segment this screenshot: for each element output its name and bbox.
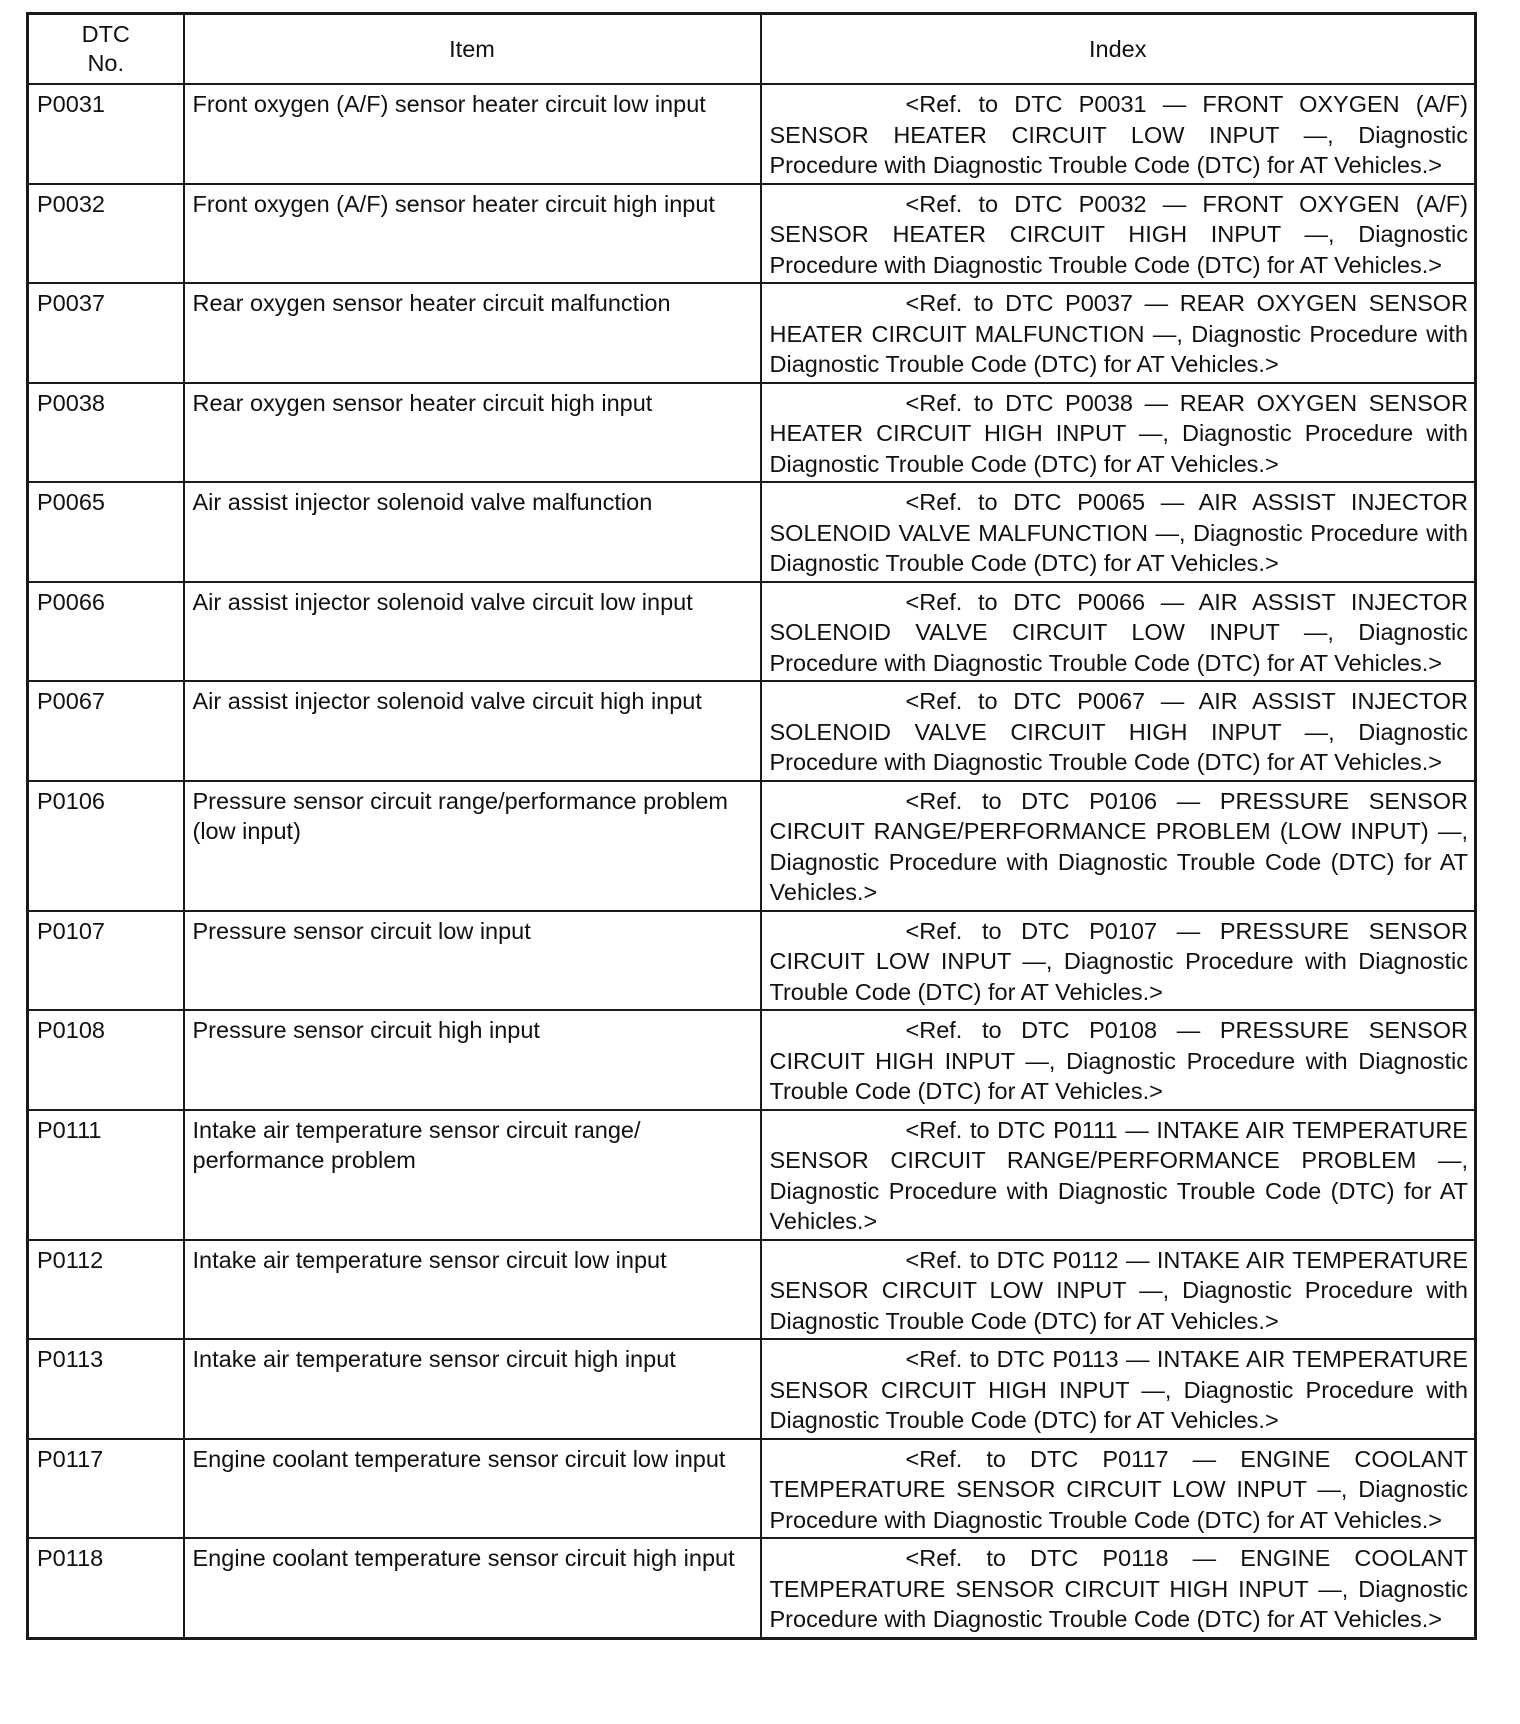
column-header-index: Index xyxy=(761,14,1476,85)
table-row xyxy=(28,911,1476,1011)
index-reference-cell: <Ref. to DTC P0037 — REAR OXYGEN SENSOR HEATER CIRCUIT MALFUNCTION —, Diagnostic Procedure with Diagnostic Trouble Code (DTC) for AT Vehicles.> xyxy=(761,283,1476,383)
dtc-code-cell: P0107 xyxy=(28,911,184,1011)
dtc-code-cell: P0067 xyxy=(28,681,184,781)
index-reference-cell: <Ref. to DTC P0108 — PRESSURE SENSOR CIRCUIT HIGH INPUT —, Diagnostic Procedure with Diagnostic Trouble Code (DTC) for AT Vehicles.> xyxy=(761,1010,1476,1110)
item-description-cell: Pressure sensor circuit high input xyxy=(184,1010,761,1110)
index-reference-cell: <Ref. to DTC P0111 — INTAKE AIR TEMPERATURE SENSOR CIRCUIT RANGE/PERFORMANCE PROBLEM —, Diagnostic Procedure with Diagnostic Trouble Code (DTC) for AT Vehicles.> xyxy=(761,1110,1476,1240)
column-header-dtc-line2: No. xyxy=(87,50,125,76)
table-row xyxy=(28,1538,1476,1638)
item-description-cell: Rear oxygen sensor heater circuit high input xyxy=(184,383,761,483)
index-reference-cell: <Ref. to DTC P0118 — ENGINE COOLANT TEMPERATURE SENSOR CIRCUIT HIGH INPUT —, Diagnostic Procedure with Diagnostic Trouble Code (DTC) for AT Vehicles.> xyxy=(761,1538,1476,1638)
item-description-cell: Front oxygen (A/F) sensor heater circuit high input xyxy=(184,184,761,284)
dtc-table xyxy=(26,12,1477,1640)
document-page xyxy=(26,12,1474,1640)
item-description-cell: Rear oxygen sensor heater circuit malfunction xyxy=(184,283,761,383)
table-row xyxy=(28,184,1476,284)
column-header-item: Item xyxy=(184,14,761,85)
item-description-cell: Air assist injector solenoid valve malfunction xyxy=(184,482,761,582)
table-row xyxy=(28,1439,1476,1539)
item-description-cell: Front oxygen (A/F) sensor heater circuit low input xyxy=(184,84,761,184)
dtc-code-cell: P0037 xyxy=(28,283,184,383)
table-body xyxy=(28,84,1476,1638)
index-reference-cell: <Ref. to DTC P0117 — ENGINE COOLANT TEMPERATURE SENSOR CIRCUIT LOW INPUT —, Diagnostic Procedure with Diagnostic Trouble Code (DTC) for AT Vehicles.> xyxy=(761,1439,1476,1539)
dtc-code-cell: P0038 xyxy=(28,383,184,483)
table-header-row xyxy=(28,14,1476,85)
index-reference-cell: <Ref. to DTC P0031 — FRONT OXYGEN (A/F) SENSOR HEATER CIRCUIT LOW INPUT —, Diagnostic Procedure with Diagnostic Trouble Code (DTC) for AT Vehicles.> xyxy=(761,84,1476,184)
table-row xyxy=(28,1339,1476,1439)
dtc-code-cell: P0113 xyxy=(28,1339,184,1439)
dtc-code-cell: P0032 xyxy=(28,184,184,284)
table-row xyxy=(28,1110,1476,1240)
dtc-code-cell: P0111 xyxy=(28,1110,184,1240)
dtc-code-cell: P0108 xyxy=(28,1010,184,1110)
index-reference-cell: <Ref. to DTC P0067 — AIR ASSIST INJECTOR SOLENOID VALVE CIRCUIT HIGH INPUT —, Diagnostic Procedure with Diagnostic Trouble Code (DTC) for AT Vehicles.> xyxy=(761,681,1476,781)
dtc-code-cell: P0066 xyxy=(28,582,184,682)
column-header-dtc-no xyxy=(28,14,184,85)
item-description-cell: Engine coolant temperature sensor circuit high input xyxy=(184,1538,761,1638)
dtc-code-cell: P0118 xyxy=(28,1538,184,1638)
index-reference-cell: <Ref. to DTC P0065 — AIR ASSIST INJECTOR SOLENOID VALVE MALFUNCTION —, Diagnostic Procedure with Diagnostic Trouble Code (DTC) for AT Vehicles.> xyxy=(761,482,1476,582)
item-description-cell: Air assist injector solenoid valve circuit high input xyxy=(184,681,761,781)
column-header-dtc-line1: DTC xyxy=(81,21,130,47)
index-reference-cell: <Ref. to DTC P0106 — PRESSURE SENSOR CIRCUIT RANGE/PERFORMANCE PROBLEM (LOW INPUT) —, Diagnostic Procedure with Diagnostic Trouble Code (DTC) for AT Vehicles.> xyxy=(761,781,1476,911)
table-row xyxy=(28,1010,1476,1110)
item-description-cell: Air assist injector solenoid valve circuit low input xyxy=(184,582,761,682)
table-row xyxy=(28,681,1476,781)
table-row xyxy=(28,781,1476,911)
table-row xyxy=(28,1240,1476,1340)
dtc-code-cell: P0065 xyxy=(28,482,184,582)
item-description-cell: Engine coolant temperature sensor circuit low input xyxy=(184,1439,761,1539)
index-reference-cell: <Ref. to DTC P0112 — INTAKE AIR TEMPERATURE SENSOR CIRCUIT LOW INPUT —, Diagnostic Procedure with Diagnostic Trouble Code (DTC) for AT Vehicles.> xyxy=(761,1240,1476,1340)
table-row xyxy=(28,84,1476,184)
index-reference-cell: <Ref. to DTC P0038 — REAR OXYGEN SENSOR HEATER CIRCUIT HIGH INPUT —, Diagnostic Procedure with Diagnostic Trouble Code (DTC) for AT Vehicles.> xyxy=(761,383,1476,483)
table-row xyxy=(28,383,1476,483)
index-reference-cell: <Ref. to DTC P0107 — PRESSURE SENSOR CIRCUIT LOW INPUT —, Diagnostic Procedure with Diagnostic Trouble Code (DTC) for AT Vehicles.> xyxy=(761,911,1476,1011)
dtc-code-cell: P0106 xyxy=(28,781,184,911)
dtc-code-cell: P0031 xyxy=(28,84,184,184)
index-reference-cell: <Ref. to DTC P0066 — AIR ASSIST INJECTOR SOLENOID VALVE CIRCUIT LOW INPUT —, Diagnostic Procedure with Diagnostic Trouble Code (DTC) for AT Vehicles.> xyxy=(761,582,1476,682)
index-reference-cell: <Ref. to DTC P0032 — FRONT OXYGEN (A/F) SENSOR HEATER CIRCUIT HIGH INPUT —, Diagnostic Procedure with Diagnostic Trouble Code (DTC) for AT Vehicles.> xyxy=(761,184,1476,284)
table-row xyxy=(28,283,1476,383)
item-description-cell: Intake air temperature sensor circuit high input xyxy=(184,1339,761,1439)
index-reference-cell: <Ref. to DTC P0113 — INTAKE AIR TEMPERATURE SENSOR CIRCUIT HIGH INPUT —, Diagnostic Procedure with Diagnostic Trouble Code (DTC) for AT Vehicles.> xyxy=(761,1339,1476,1439)
table-row xyxy=(28,582,1476,682)
item-description-cell: Pressure sensor circuit low input xyxy=(184,911,761,1011)
dtc-code-cell: P0112 xyxy=(28,1240,184,1340)
table-row xyxy=(28,482,1476,582)
item-description-cell: Intake air temperature sensor circuit range/ performance problem xyxy=(184,1110,761,1240)
item-description-cell: Pressure sensor circuit range/performance problem (low input) xyxy=(184,781,761,911)
item-description-cell: Intake air temperature sensor circuit low input xyxy=(184,1240,761,1340)
dtc-code-cell: P0117 xyxy=(28,1439,184,1539)
